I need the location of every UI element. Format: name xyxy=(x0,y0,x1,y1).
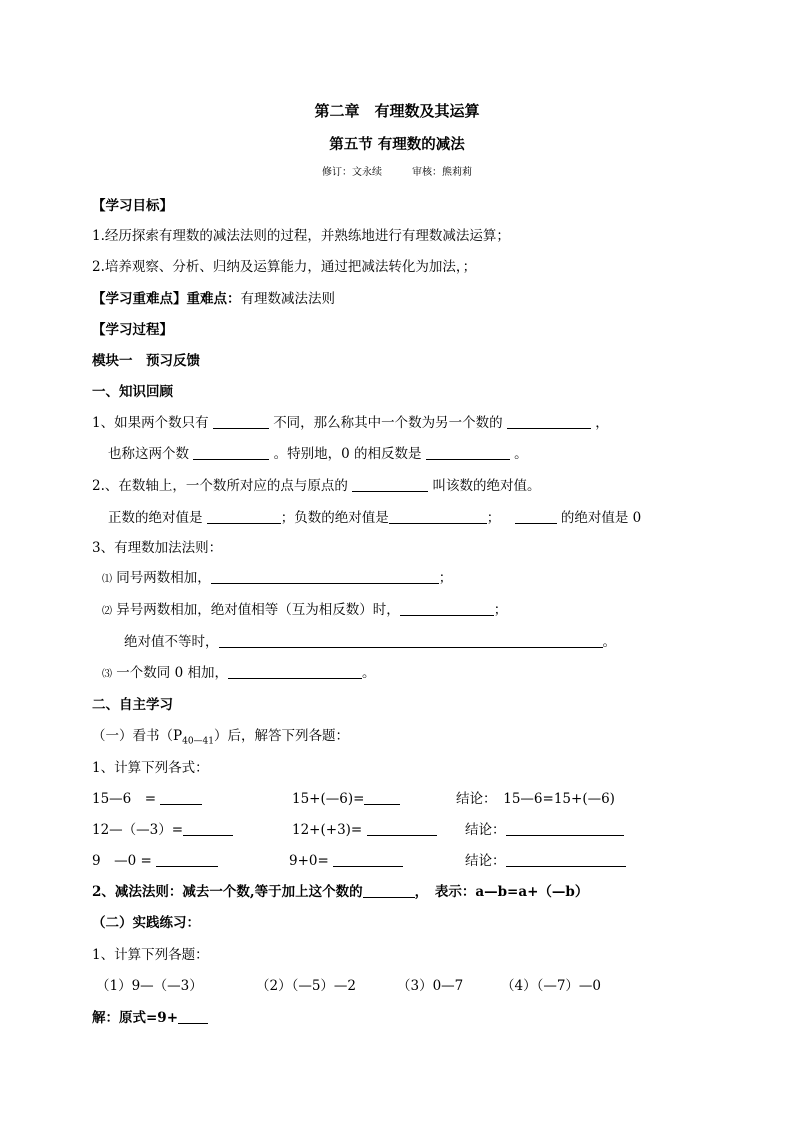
practice-problem-4: （4）（—7）—0 xyxy=(501,978,602,994)
calc-row-3-a xyxy=(92,851,218,871)
rule-2-line xyxy=(102,600,507,622)
row2-blank-b[interactable] xyxy=(367,821,437,836)
subtraction-rule xyxy=(92,882,588,902)
row3-blank-a[interactable] xyxy=(156,852,218,867)
rule-2-end: ； xyxy=(493,602,508,618)
practice-problem-3: （3）0—7 xyxy=(397,978,464,994)
row2-blank-a[interactable] xyxy=(183,821,233,836)
section-title: 第五节 有理数的减法 xyxy=(329,136,465,153)
review-q2-line1 xyxy=(92,476,540,496)
calc-row-3-b xyxy=(289,851,403,871)
q2-blank-4[interactable] xyxy=(515,509,557,524)
calc-row-3-c xyxy=(465,851,626,871)
calc-row-2-b xyxy=(292,820,437,840)
part1-text-b: ）后，解答下列各题： xyxy=(214,728,349,744)
part1-text-a: （一）看书（P xyxy=(92,728,183,744)
solution-text: 解：原式=9+ xyxy=(92,1010,179,1026)
q1-text-a: 1、如果两个数只有 xyxy=(92,415,209,431)
rule-3-blank[interactable] xyxy=(228,664,362,679)
q1-blank-2[interactable] xyxy=(507,414,591,429)
review-q1-line2 xyxy=(108,444,528,464)
row2-expr-a: 12—（—3）= xyxy=(92,822,184,838)
q1-blank-1[interactable] xyxy=(213,414,269,429)
q2-blank-3[interactable] xyxy=(389,509,487,524)
row2-blank-c[interactable] xyxy=(506,821,624,836)
rule-2-text: 异号两数相加，绝对值相等（互为相反数）时， xyxy=(116,602,400,618)
review-heading: 一、知识回顾 xyxy=(92,384,173,400)
rule-1-text: 同号两数相加， xyxy=(116,570,211,586)
row1-expr-a: 15—6 = xyxy=(92,791,157,807)
rule-2-blank[interactable] xyxy=(400,601,494,616)
q1-text-b: 不同，那么称其中一个数为另一个数的 xyxy=(273,415,503,431)
row3-expr-a: 9 —0 = xyxy=(92,853,152,869)
rule-2b-line xyxy=(124,632,616,652)
self-study-heading: 二、自主学习 xyxy=(92,697,173,713)
solution-blank[interactable] xyxy=(178,1009,208,1024)
q1-text-e: 。特别地，0 的相反数是 xyxy=(273,446,422,462)
rule-1-blank[interactable] xyxy=(211,569,439,584)
practice-heading: （二）实践练习： xyxy=(92,915,200,931)
practice-problem-2: （2）（—5）—2 xyxy=(256,978,357,994)
rule-blank[interactable] xyxy=(363,883,415,898)
rule-2-number: ⑵ xyxy=(102,606,112,617)
row2-conclusion: 结论： xyxy=(465,822,506,838)
module-heading: 模块一 预习反馈 xyxy=(92,353,200,369)
q2-text-f: 的绝对值是 0 xyxy=(560,510,642,526)
rule-3-end: 。 xyxy=(361,665,376,681)
row3-blank-b[interactable] xyxy=(333,852,403,867)
rule-3-number: ⑶ xyxy=(102,669,112,680)
rule-1-number: ⑴ xyxy=(102,574,112,585)
process-heading: 【学习过程】 xyxy=(92,322,173,338)
rule-3-text: 一个数同 0 相加， xyxy=(116,665,228,681)
rule-2b-text: 绝对值不等时， xyxy=(124,634,219,650)
q2-text-c: 正数的绝对值是 xyxy=(108,510,203,526)
row3-expr-b: 9+0= xyxy=(289,853,329,869)
review-q2-line2 xyxy=(108,508,641,528)
calc-row-1-b xyxy=(292,789,400,809)
q1-text-f: 。 xyxy=(514,446,528,462)
objective-item-1: 1.经历探索有理数的减法法则的过程，并熟练地进行有理数减法运算； xyxy=(92,228,510,244)
calc-heading: 1、计算下列各式： xyxy=(92,760,209,776)
practice-problem-1: （1）9—（—3） xyxy=(96,978,203,994)
row1-expr-b: 15+(—6)= xyxy=(292,791,365,807)
review-q3-heading: 3、有理数加法法则： xyxy=(92,540,223,556)
credits-line: 修订：文永续 审核：熊莉莉 xyxy=(322,167,472,178)
q2-text-a: 2.、在数轴上，一个数所对应的点与原点的 xyxy=(92,478,348,494)
q2-text-d: ；负数的绝对值是 xyxy=(280,510,389,526)
objective-item-2: 2.培养观察、分析、归纳及运算能力，通过把减法转化为加法，； xyxy=(92,259,477,275)
row1-blank-a[interactable] xyxy=(160,790,202,805)
calc-row-2-c xyxy=(465,820,624,840)
chapter-title: 第二章 有理数及其运算 xyxy=(314,102,480,120)
self-study-part1 xyxy=(92,726,349,752)
review-q1-line1 xyxy=(92,413,609,433)
key-points-line xyxy=(92,289,335,309)
calc-row-1-a xyxy=(92,789,202,809)
rule-text-b: ， 表示：a—b=a+（—b） xyxy=(414,884,589,900)
key-points-text: 有理数减法法则 xyxy=(240,291,335,307)
row1-blank-b[interactable] xyxy=(364,790,400,805)
q2-blank-2[interactable] xyxy=(207,509,281,524)
q2-text-b: 叫该数的绝对值。 xyxy=(432,478,541,494)
objectives-heading: 【学习目标】 xyxy=(92,198,173,214)
rule-text-a: 2、减法法则：减去一个数,等于加上这个数的 xyxy=(92,884,363,900)
q1-text-c: ， xyxy=(595,415,609,431)
solution-line xyxy=(92,1008,208,1028)
rule-1-line xyxy=(102,568,452,590)
part1-page-range: 40—41 xyxy=(182,736,214,747)
q1-blank-4[interactable] xyxy=(426,445,510,460)
rule-2b-blank[interactable] xyxy=(219,633,603,648)
row3-blank-c[interactable] xyxy=(506,852,626,867)
practice-calc-heading: 1、计算下列各题： xyxy=(92,947,209,963)
rule-2b-end: 。 xyxy=(602,634,616,650)
row2-expr-b: 12+(+3)= xyxy=(292,822,363,838)
rule-1-end: ； xyxy=(438,570,453,586)
q1-text-d: 也称这两个数 xyxy=(108,446,189,462)
key-points-label: 【学习重难点】重难点： xyxy=(92,291,241,307)
row3-conclusion: 结论： xyxy=(465,853,506,869)
q1-blank-3[interactable] xyxy=(193,445,269,460)
calc-row-1-c: 结论： 15—6=15+(—6) xyxy=(456,791,615,807)
rule-3-line xyxy=(102,663,375,685)
q2-text-e: ； xyxy=(486,510,501,526)
q2-blank-1[interactable] xyxy=(352,477,428,492)
calc-row-2-a xyxy=(92,820,233,840)
